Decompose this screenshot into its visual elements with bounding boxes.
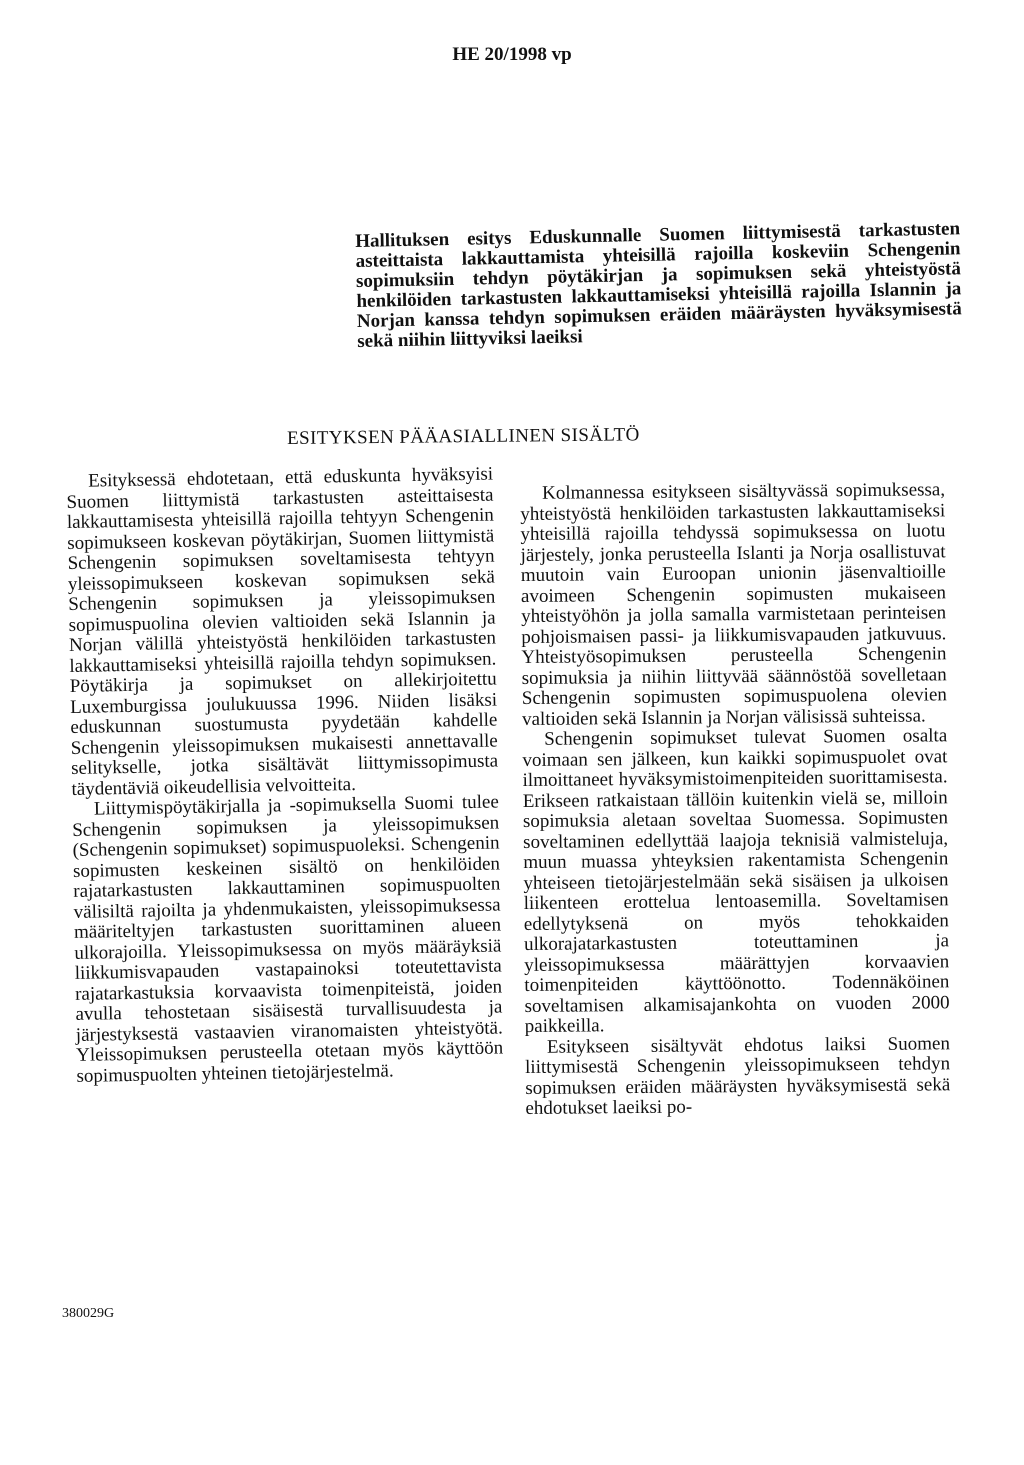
paragraph: Kolmannessa esitykseen sisältyvässä sopimuksessa, yhteistyöstä henkilöiden tarkastusten lakkauttamiseksi yhteisillä rajoilla tehdyssä sopimuksessa on luotu järjestely, jonka perusteella Islanti ja Norja osallistuvat muutoin vain Euroopan unionin jäsenvaltioille avoimeen Schengenin sopimusten mukaiseen yhteistyöhön ja jolla samalla varmistetaan perinteisen pohjoismaisen passi- ja liikkumisvapauden jatkuvuus. Yhteistyösopimuksen perusteella Schengenin sopimuksia ja niihin liittyvää säännöstöä sovelletaan Schengenin sopimusten sopimuspuolena olevien valtioiden sekä Islannin ja Norjan välisissä suhteissa. xyxy=(520,479,947,730)
section-heading: ESITYKSEN PÄÄASIALLINEN SISÄLTÖ xyxy=(287,424,640,449)
right-column xyxy=(520,480,951,1119)
bill-title: Hallituksen esitys Eduskunnalle Suomen liittymisestä tarkastusten asteittaista lakkauttamista yhteisillä rajoilla koskeviin Schengenin sopimuksiin tehdyn pöytäkirjan ja sopimuksen sekä yhteistyöstä henkilöiden tarkastusten lakkauttamiseksi yhteisillä rajoilla Islannin ja Norjan kanssa tehdyn sopimuksen eräiden määräysten hyväksymisestä sekä niihin liittyviksi laeiksi xyxy=(354,218,962,352)
document-id: HE 20/1998 vp xyxy=(452,44,572,65)
paragraph: Esitykseen sisältyvät ehdotus laiksi Suomen liittymisestä Schengenin yleissopimukseen tehdyn sopimuksen eräiden määräysten hyväksymisestä sekä ehdotukset laeiksi po- xyxy=(525,1032,951,1119)
footer-code: 380029G xyxy=(62,1306,115,1321)
paragraph: Esityksessä ehdotetaan, että eduskunta hyväksyisi Suomen liittymistä tarkastusten asteittaisesta lakkauttamisesta yhteisillä rajoilla tehtyyn Schengenin sopimukseen koskevan pöytäkirjan, Suomen liittymistä Schengenin sopimuksen soveltamisesta tehtyyn yleissopimukseen koskevan sopimuksen sekä Schengenin sopimuksen ja yleissopimuksen sopimuspuolina olevien valtioiden sekä Islannin ja Norjan välillä yhteistyöstä henkilöiden tarkastusten lakkauttamiseksi yhteisillä rajoilla tehdyn sopimuksen. Pöytäkirja ja sopimukset on allekirjoitettu Luxemburgissa joulukuussa 1996. Niiden lisäksi eduskunnan suostumusta pyydetään kahdelle Schengenin yleissopimuksen mukaisesti annettavalle selitykselle, jotka sisältävät liittymissopimusta täydentäviä oikeudellisia velvoitteita. xyxy=(66,463,499,800)
paragraph: Schengenin sopimukset tulevat Suomen osalta voimaan sen jälkeen, kun kaikki sopimuspuolet ovat ilmoittaneet hyväksymistoimenpiteiden suorittamisesta. Erikseen ratkaistaan tällöin kuitenkin vielä se, milloin sopimuksia aletaan soveltaa Suomessa. Sopimusten soveltaminen edellyttää laajoja teknisiä valmisteluja, muun muassa yhteyksien rakentamista Schengenin yhteiseen tietojärjestelmään sekä sisäisen ja ulkoisen liikenteen erottelua lentoasemilla. Soveltamisen edellytyksenä on myös tehokkaiden ulkorajatarkastusten toteuttaminen ja yleissopimuksessa määrättyjen korvaavien toimenpiteiden käyttöönotto. Todennäköinen soveltamisen alkamisajankohta on vuoden 2000 paikkeilla. xyxy=(522,725,950,1037)
left-column xyxy=(66,465,504,1087)
paragraph: Liittymispöytäkirjalla ja -sopimuksella Suomi tulee Schengenin sopimuksen ja yleissopimuksen (Schengenin sopimukset) sopimuspuoleksi. Schengenin sopimusten keskeinen sisältö on henkilöiden rajatarkastusten lakkauttaminen sopimuspuolten välisiltä rajoilta ja yhdenmukaisten, yleissopimuksessa määriteltyjen tarkastusten suorittaminen alueen ulkorajoilla. Yleissopimuksessa on myös määräyksiä liikkumisvapauden vastapainoksi toteutettavista rajatarkastuksia korvaavista toimenpiteistä, joiden avulla tehostetaan sisäisestä turvallisuudesta ja järjestyksestä vastaavien viranomaisten yhteistyötä. Yleissopimuksen perusteella otetaan myös käyttöön sopimuspuolten yhteinen tietojärjestelmä. xyxy=(72,791,504,1087)
